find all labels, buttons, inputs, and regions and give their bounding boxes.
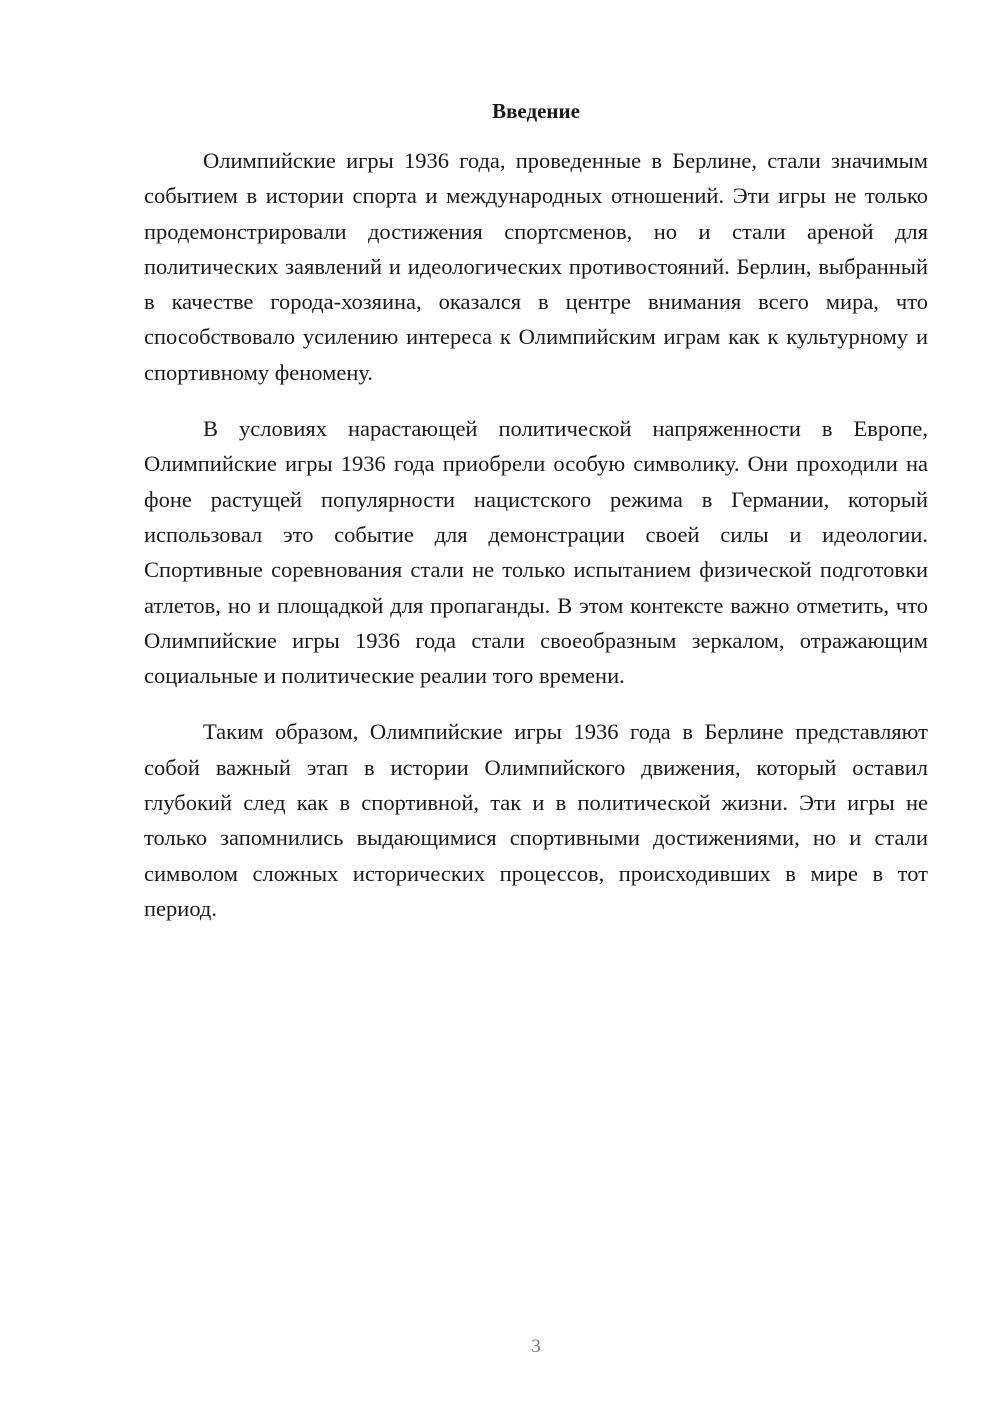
paragraph-3: Таким образом, Олимпийские игры 1936 года в Берлине представляют собой важный этап в истории Олимпийского движения, который оставил глубокий след как в спортивной, так и в политической жизни. Эти игры не только запомнились выдающимися спортивными достижениями, но и стали символом сложных исторических процессов, происходивших в мире в тот период.: [144, 719, 928, 921]
paragraph-1: Олимпийские игры 1936 года, проведенные в Берлине, стали значимым событием в истории спорта и международных отношений. Эти игры не только продемонстрировали достижения спортсменов, но и стали ареной для политических заявлений и идеологических противостояний. Берлин, выбранный в качестве города-хозяина, оказался в центре внимания всего мира, что способствовало усилению интереса к Олимпийским играм как к культурному и спортивному феномену.: [144, 148, 928, 385]
document-body: [144, 143, 928, 947]
section-heading: Введение: [492, 99, 580, 123]
page-number: 3: [531, 1336, 541, 1357]
paragraph-2: В условиях нарастающей политической напряженности в Европе, Олимпийские игры 1936 года приобрели особую символику. Они проходили на фоне растущей популярности нацистского режима в Германии, который использовал это событие для демонстрации своей силы и идеологии. Спортивные соревнования стали не только испытанием физической подготовки атлетов, но и площадкой для пропаганды. В этом контексте важно отметить, что Олимпийские игры 1936 года стали своеобразным зеркалом, отражающим социальные и политические реалии того времени.: [144, 416, 928, 689]
